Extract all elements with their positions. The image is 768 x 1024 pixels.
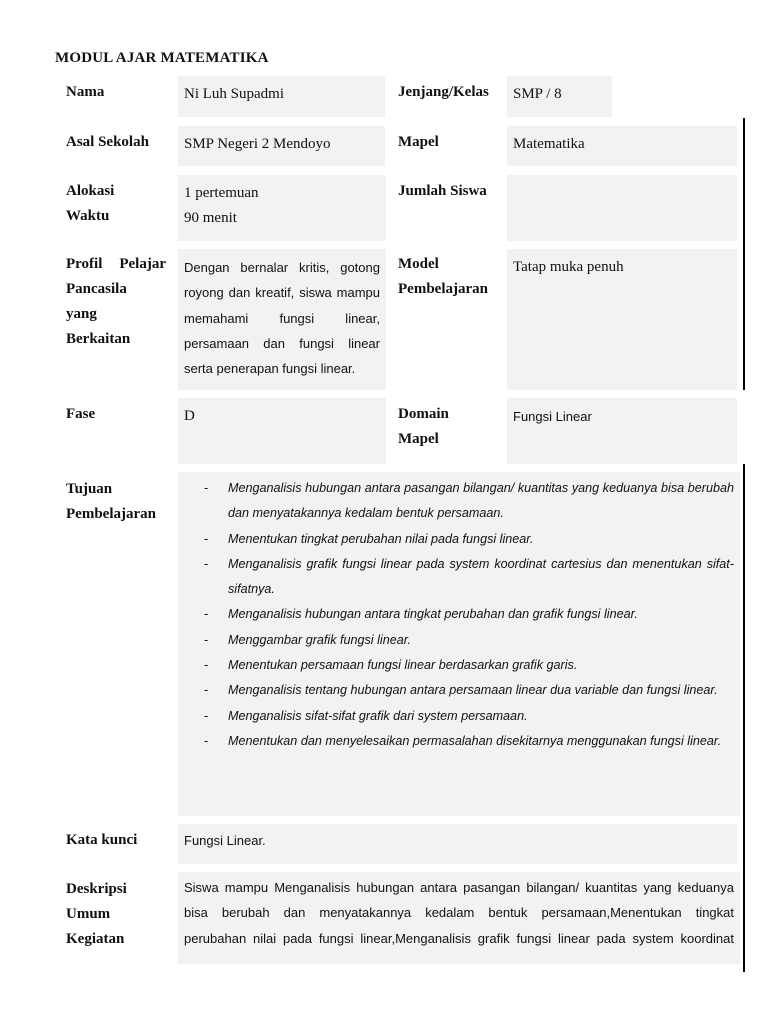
value-fase: D — [178, 398, 386, 464]
table-border-line — [743, 118, 745, 390]
value-asal-sekolah: SMP Negeri 2 Mendoyo — [178, 126, 385, 166]
label-domain-mapel: Domain Mapel — [398, 406, 449, 447]
label-profil-pelajar: Profil Pelajar Pancasila yang Berkaitan — [66, 256, 166, 347]
list-item: - Menganalisis tentang hubungan antara persamaan linear dua variable dan fungsi linear. — [204, 683, 718, 698]
value-jenjang: SMP / 8 — [507, 76, 612, 117]
label-nama: Nama — [66, 84, 105, 100]
tujuan-pembelajaran-list-box — [178, 472, 740, 816]
value-nama: Ni Luh Supadmi — [178, 76, 385, 117]
list-item: - Menganalisis grafik fungsi linear pada system koordinat cartesius dan menentukan sifat-sifatnya. — [204, 556, 734, 597]
label-asal-sekolah: Asal Sekolah — [66, 134, 149, 150]
list-item: - Menentukan dan menyelesaikan permasalahan disekitarnya menggunakan fungsi linear. — [204, 733, 722, 748]
value-deskripsi-umum-kegiatan: Siswa mampu Menganalisis hubungan antara pasangan bilangan/ kuantitas yang keduanya bisa berubah dan menyatakannya kedalam bentuk persamaan,Menentukan tingkat perubahan nilai pada fungsi linear,Menganalisis grafik fungsi linear pada system koordinat — [178, 872, 740, 964]
list-item: - Menentukan tingkat perubahan nilai pada fungsi linear. — [204, 531, 534, 546]
value-model-pembelajaran: Tatap muka penuh — [507, 249, 737, 390]
value-domain-mapel: Fungsi Linear — [507, 398, 737, 464]
tujuan-pembelajaran-list — [178, 476, 740, 754]
label-jenjang: Jenjang/Kelas — [398, 84, 489, 100]
value-alokasi-waktu: 1 pertemuan 90 menit — [178, 175, 386, 241]
value-jumlah-siswa — [507, 175, 737, 241]
label-fase: Fase — [66, 406, 96, 422]
list-item: - Menganalisis hubungan antara pasangan bilangan/ kuantitas yang keduanya bisa berubah dan menyatakannya kedalam bentuk persamaan. — [204, 481, 734, 521]
label-alokasi-waktu: Alokasi Waktu — [66, 183, 115, 224]
label-deskripsi-umum-kegiatan: Deskripsi Umum Kegiatan — [66, 881, 127, 947]
value-mapel: Matematika — [507, 126, 737, 166]
list-item: - Menganalisis sifat-sifat grafik dari system persamaan. — [204, 708, 528, 723]
label-jumlah-siswa: Jumlah Siswa — [398, 183, 487, 199]
list-item: - Menggambar grafik fungsi linear. — [204, 632, 411, 647]
label-model-pembelajaran: Model Pembelajaran — [398, 256, 488, 297]
label-tujuan-pembelajaran: Tujuan Pembelajaran — [66, 481, 156, 522]
value-profil-pelajar: Dengan bernalar kritis, gotong royong dan kreatif, siswa mampu memahami fungsi linear, persamaan dan fungsi linear serta penerapan fungsi linear. — [178, 249, 386, 390]
list-item: - Menganalisis hubungan antara tingkat perubahan dan grafik fungsi linear. — [204, 607, 638, 622]
document-title: MODUL AJAR MATEMATIKA — [55, 50, 269, 66]
label-kata-kunci: Kata kunci — [66, 832, 138, 848]
table-border-line — [743, 464, 745, 972]
list-item: - Menentukan persamaan fungsi linear berdasarkan grafik garis. — [204, 658, 578, 673]
label-mapel: Mapel — [398, 134, 439, 150]
value-kata-kunci: Fungsi Linear. — [178, 824, 737, 864]
